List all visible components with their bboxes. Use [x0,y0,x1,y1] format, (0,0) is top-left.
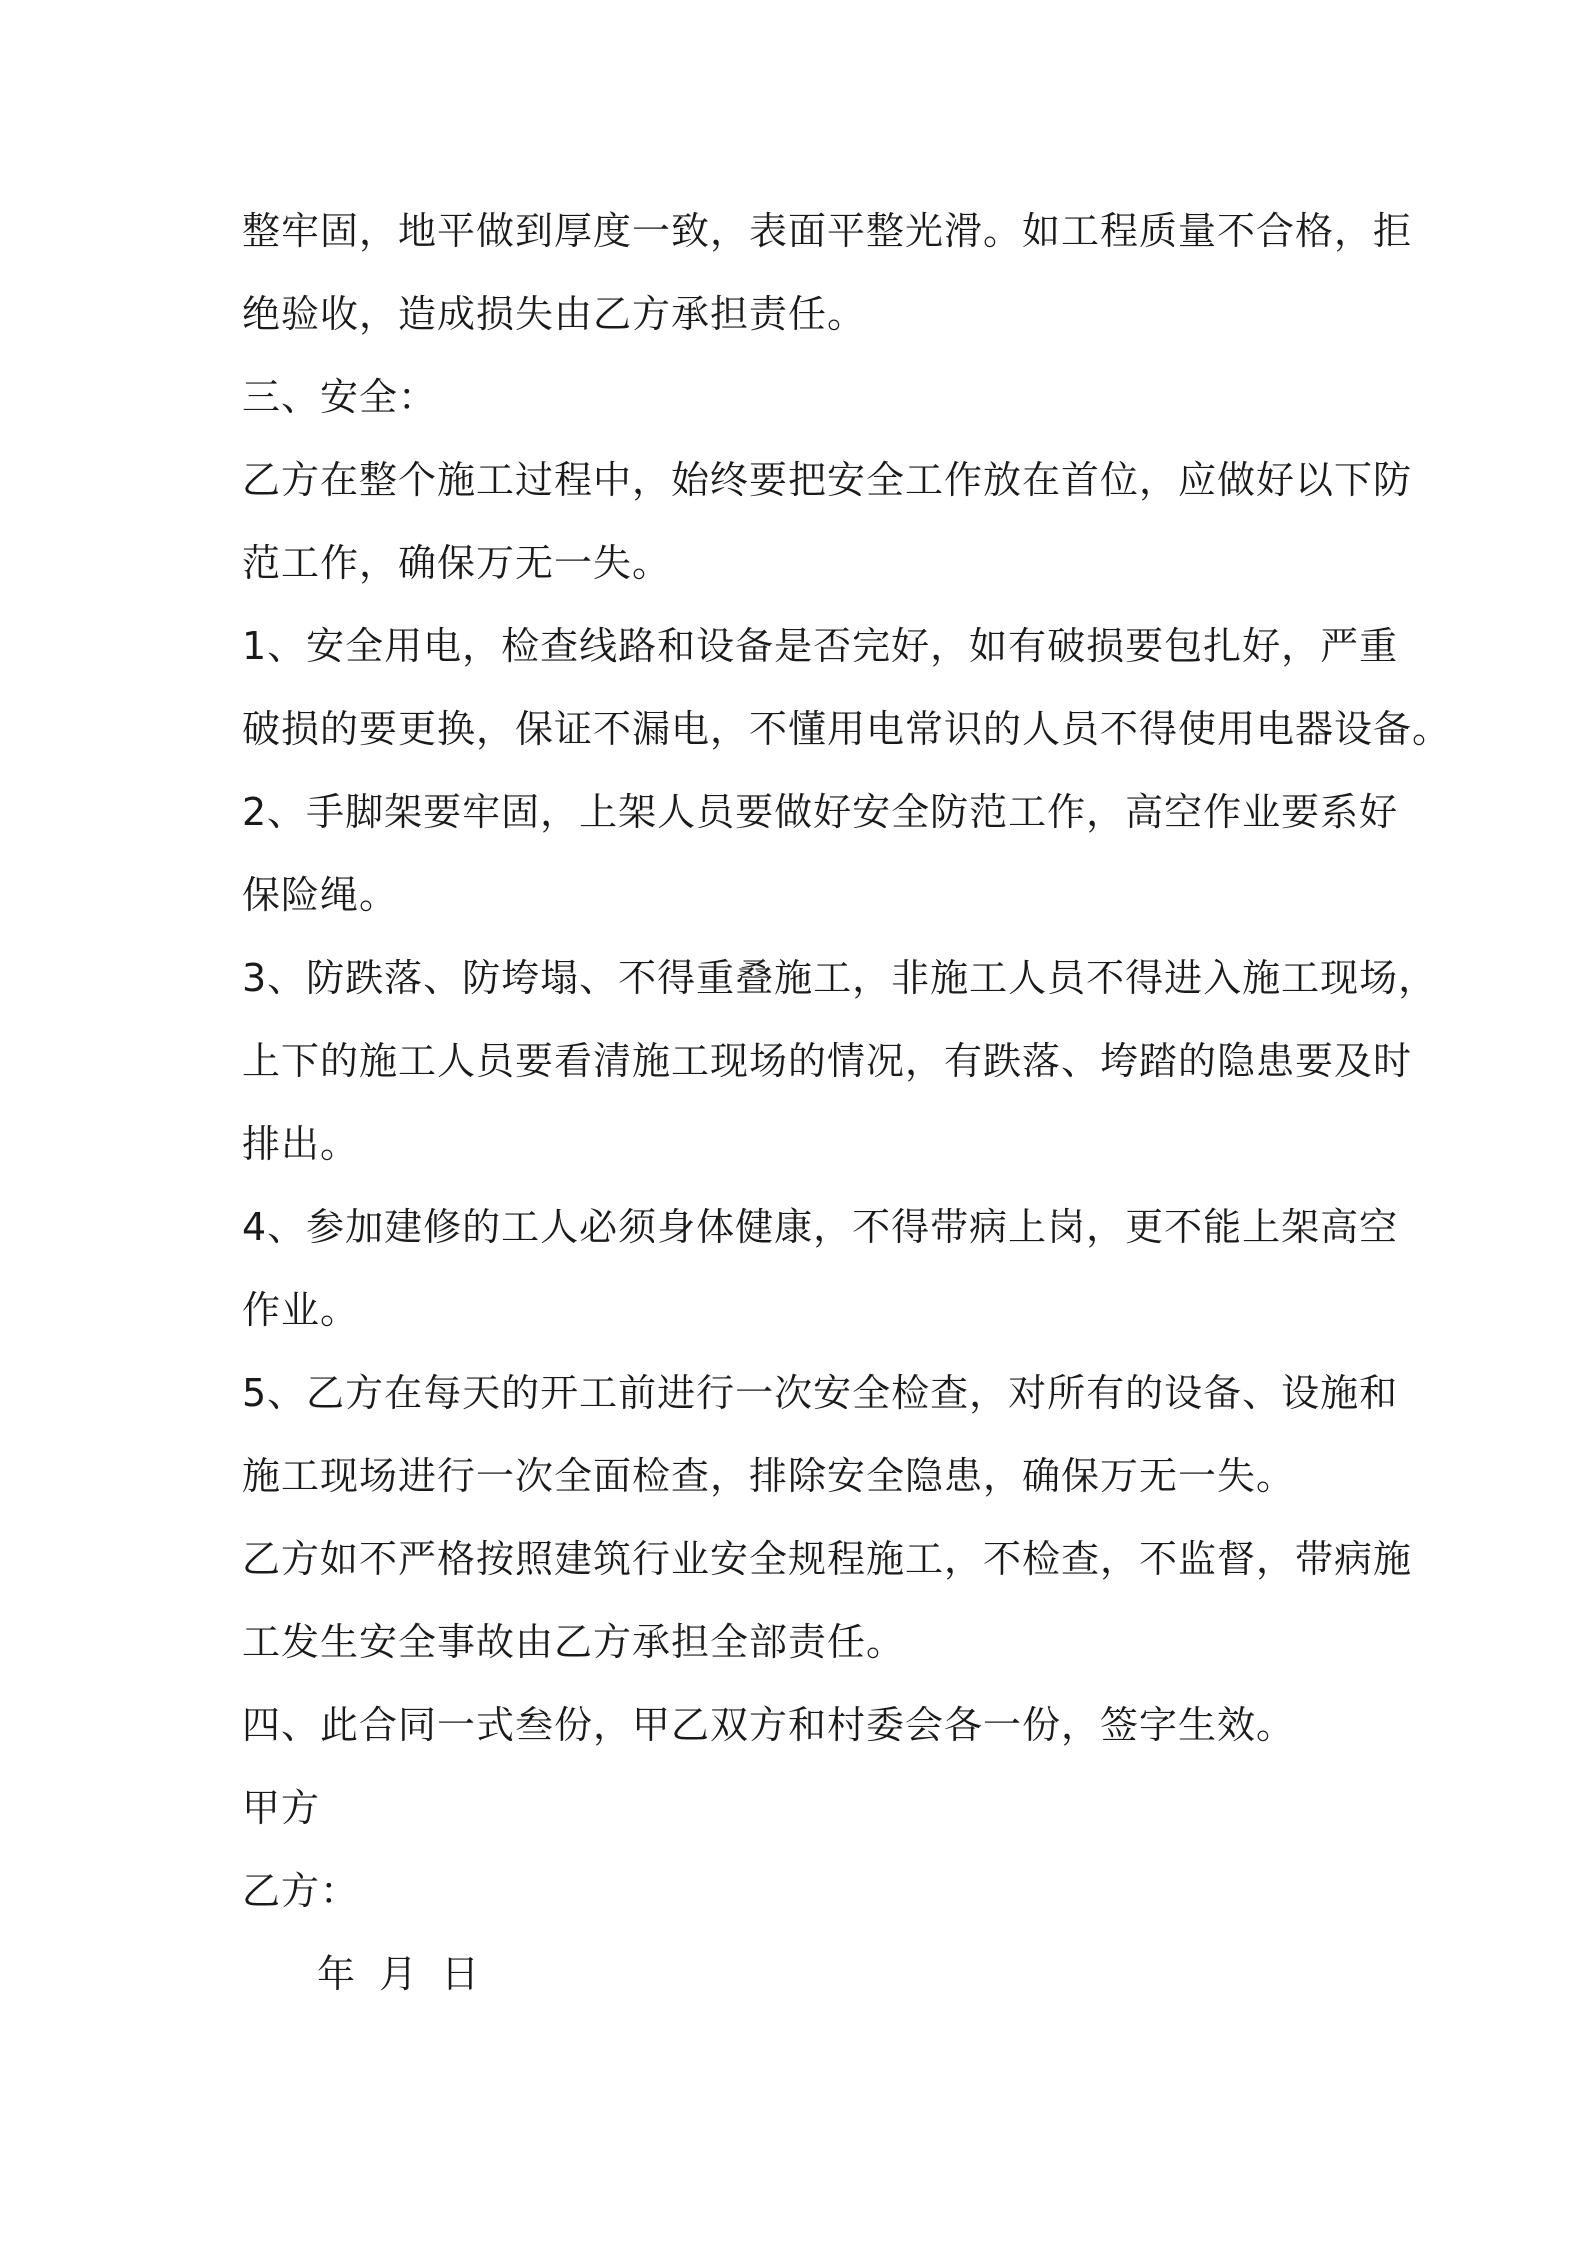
text-line: 施工现场进行一次全面检查，排除安全隐患，确保万无一失。 [242,1454,1296,1498]
text-line: 5、乙方在每天的开工前进行一次安全检查，对所有的设备、设施和 [242,1371,1399,1415]
text-line: 乙方在整个施工过程中，始终要把安全工作放在首位，应做好以下防 [242,458,1413,502]
date-line: 年 月 日 [317,1952,481,1996]
text-line: 3、防跌落、防垮塌、不得重叠施工，非施工人员不得进入施工现场， [242,956,1438,1000]
text-line: 破损的要更换，保证不漏电，不懂用电常识的人员不得使用电器设备。 [242,707,1452,751]
text-line: 保险绳。 [242,873,399,917]
text-line: 整牢固，地平做到厚度一致，表面平整光滑。如工程质量不合格，拒 [242,209,1413,253]
text-line: 上下的施工人员要看清施工现场的情况，有跌落、垮踏的隐患要及时 [242,1039,1413,1083]
party-a-label: 甲方 [242,1786,321,1830]
text-line: 4、参加建修的工人必须身体健康，不得带病上岗，更不能上架高空 [242,1205,1399,1249]
text-line: 排出。 [242,1122,360,1166]
text-line: 绝验收，造成损失由乙方承担责任。 [242,292,867,336]
party-b-label: 乙方： [242,1869,360,1913]
text-line: 2、手脚架要牢固，上架人员要做好安全防范工作，高空作业要系好 [242,790,1399,834]
text-line: 作业。 [242,1288,360,1332]
text-line: 1、安全用电，检查线路和设备是否完好，如有破损要包扎好，严重 [242,624,1399,668]
text-line: 乙方如不严格按照建筑行业安全规程施工，不检查，不监督，带病施 [242,1537,1413,1581]
section-heading: 四、此合同一式叁份，甲乙双方和村委会各一份，签字生效。 [242,1703,1296,1747]
section-heading: 三、安全： [242,375,438,419]
text-line: 工发生安全事故由乙方承担全部责任。 [242,1620,906,1664]
text-line: 范工作，确保万无一失。 [242,541,672,585]
